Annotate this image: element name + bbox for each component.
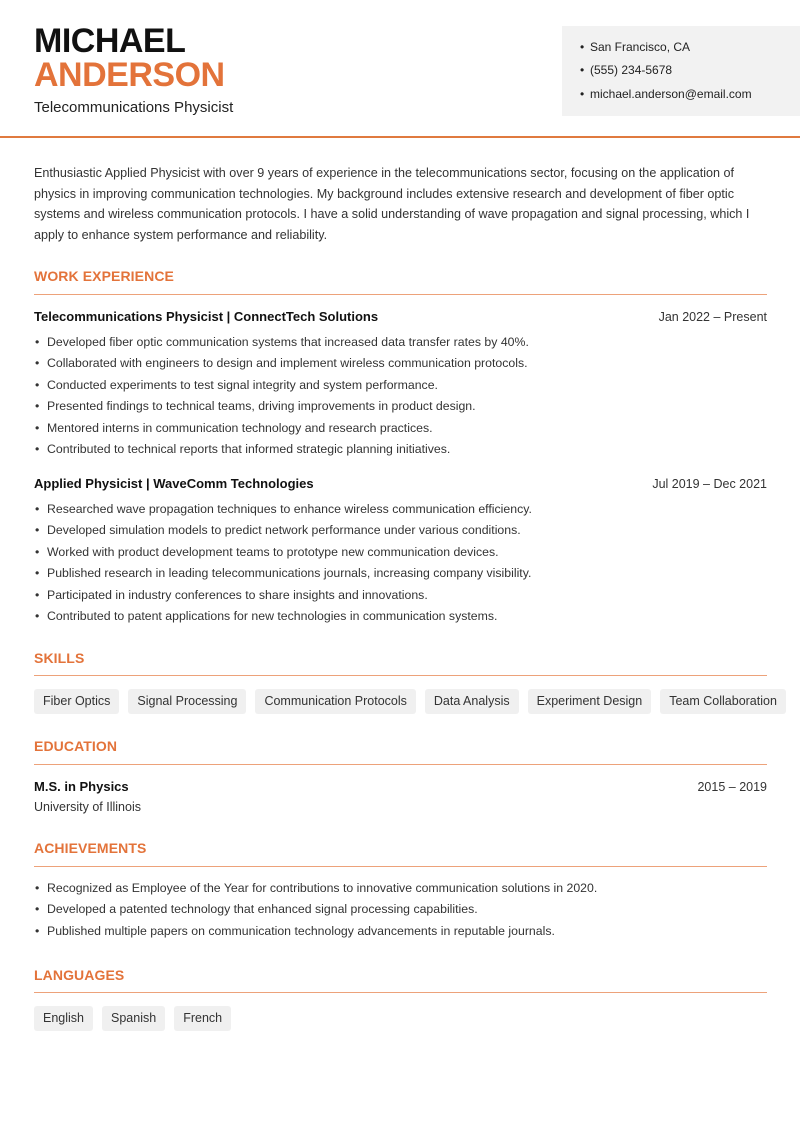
list-item: • Published research in leading telecommunications journals, increasing company visibility.	[34, 563, 767, 584]
section-title-education: EDUCATION	[34, 738, 118, 754]
section-divider	[34, 866, 767, 867]
list-item: • Contributed to technical reports that informed strategic planning initiatives.	[34, 439, 767, 460]
list-item: • Recognized as Employee of the Year for contributions to innovative communication solutions in 2020.	[34, 878, 767, 899]
bullet-icon: •	[580, 87, 585, 101]
last-name: ANDERSON	[34, 56, 225, 94]
job-role: Applied Physicist | WaveComm Technologies	[34, 476, 314, 491]
job-dates: Jan 2022 – Present	[658, 310, 767, 324]
section-divider	[34, 675, 767, 676]
summary-paragraph: Enthusiastic Applied Physicist with over 9 years of experience in the telecommunications sector, focusing on the application of physics in improving communication technologies. My background includes extensive research and development of fiber optic systems and wireless communication protocols. I have a solid understanding of wave propagation and signal processing, which I apply to enhance system performance and reliability.	[34, 166, 750, 243]
job-bullets	[34, 499, 767, 627]
skill-tag: Team Collaboration	[660, 689, 786, 714]
language-tag: Spanish	[102, 1006, 165, 1031]
list-item: • Developed a patented technology that enhanced signal processing capabilities.	[34, 899, 767, 920]
language-tag: French	[174, 1006, 231, 1031]
phone-text: (555) 234-5678	[590, 63, 673, 77]
list-item: • Participated in industry conferences to share insights and innovations.	[34, 585, 767, 606]
first-name: MICHAEL	[34, 22, 186, 60]
bullet-icon: •	[580, 63, 585, 77]
education-degree: M.S. in Physics	[34, 779, 129, 794]
skills-list	[34, 689, 786, 714]
skill-tag: Fiber Optics	[34, 689, 119, 714]
job-header	[34, 475, 767, 493]
skill-tag: Communication Protocols	[255, 689, 415, 714]
achievements-list	[34, 878, 767, 942]
list-item: • Contributed to patent applications for new technologies in communication systems.	[34, 606, 767, 627]
list-item: • Worked with product development teams to prototype new communication devices.	[34, 542, 767, 563]
section-divider	[34, 992, 767, 993]
education-school: University of Illinois	[34, 800, 141, 814]
list-item: • Mentored interns in communication technology and research practices.	[34, 418, 767, 439]
list-item: • Published multiple papers on communication technology advancements in reputable journals.	[34, 921, 767, 942]
job-role: Telecommunications Physicist | ConnectTech Solutions	[34, 309, 379, 324]
list-item: • Developed simulation models to predict network performance under various conditions.	[34, 520, 767, 541]
contact-phone	[580, 63, 672, 77]
section-title-skills: SKILLS	[34, 650, 85, 666]
list-item: • Conducted experiments to test signal integrity and system performance.	[34, 375, 767, 396]
skill-tag: Experiment Design	[528, 689, 652, 714]
list-item: • Presented findings to technical teams, driving improvements in product design.	[34, 396, 767, 417]
resume-header	[0, 0, 800, 138]
location-text: San Francisco, CA	[590, 40, 691, 54]
list-item: • Developed fiber optic communication systems that increased data transfer rates by 40%.	[34, 332, 767, 353]
job-dates: Jul 2019 – Dec 2021	[652, 477, 767, 491]
contact-email[interactable]	[580, 87, 752, 101]
job-title: Telecommunications Physicist	[34, 99, 234, 116]
email-link[interactable]: michael.anderson@email.com	[590, 87, 752, 101]
contact-location	[580, 40, 690, 54]
section-title-work: WORK EXPERIENCE	[34, 268, 174, 284]
bullet-icon: •	[580, 40, 585, 54]
section-title-languages: LANGUAGES	[34, 967, 125, 983]
contact-box	[562, 26, 800, 116]
section-divider	[34, 764, 767, 765]
education-dates: 2015 – 2019	[697, 780, 767, 794]
skill-tag: Data Analysis	[425, 689, 519, 714]
list-item: • Collaborated with engineers to design and implement wireless communication protocols.	[34, 353, 767, 374]
section-title-achievements: ACHIEVEMENTS	[34, 840, 147, 856]
skill-tag: Signal Processing	[128, 689, 246, 714]
languages-list	[34, 1006, 231, 1031]
language-tag: English	[34, 1006, 93, 1031]
section-divider	[34, 294, 767, 295]
job-bullets	[34, 332, 767, 460]
list-item: • Researched wave propagation techniques to enhance wireless communication efficiency.	[34, 499, 767, 520]
job-header	[34, 308, 767, 326]
